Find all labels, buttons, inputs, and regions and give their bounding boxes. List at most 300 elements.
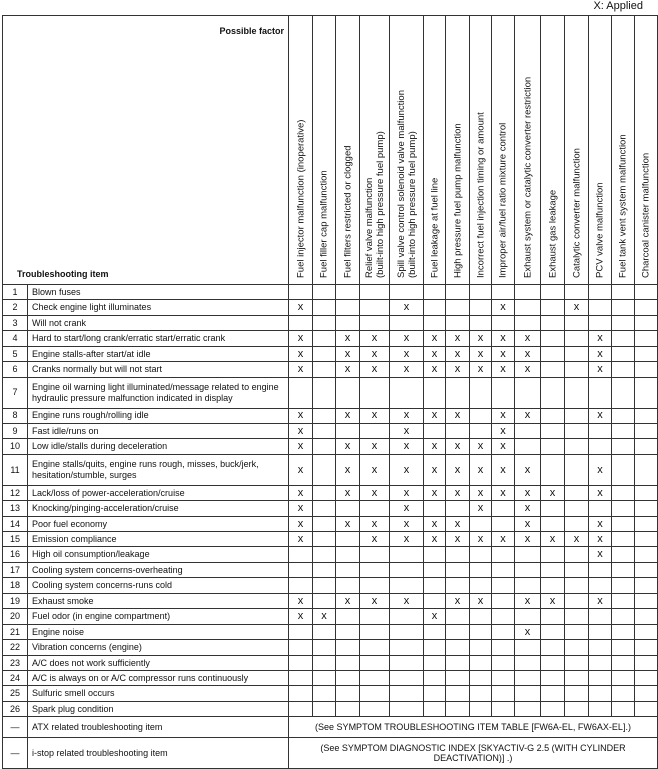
mark-cell: [313, 640, 336, 655]
mark-cell: x: [424, 346, 446, 361]
symptom-cell: Check engine light illuminates: [28, 300, 289, 315]
mark-cell: [313, 331, 336, 346]
mark-cell: [589, 501, 612, 516]
mark-cell: [612, 670, 635, 685]
mark-cell: [470, 624, 492, 639]
mark-cell: x: [589, 593, 612, 608]
mark-cell: [515, 670, 541, 685]
mark-cell: [612, 701, 635, 716]
mark-cell: [289, 640, 313, 655]
row-number: 17: [3, 562, 28, 577]
mark-cell: [635, 640, 658, 655]
mark-cell: x: [424, 485, 446, 500]
mark-cell: [612, 547, 635, 562]
mark-cell: x: [313, 609, 336, 624]
row-number: 6: [3, 362, 28, 377]
symptom-cell: Engine stalls-after start/at idle: [28, 346, 289, 361]
factor-label: [618, 134, 629, 278]
mark-cell: x: [470, 346, 492, 361]
mark-cell: x: [446, 362, 470, 377]
mark-cell: x: [336, 454, 360, 485]
mark-cell: [313, 686, 336, 701]
mark-cell: [360, 315, 390, 330]
mark-cell: x: [470, 331, 492, 346]
mark-cell: [565, 670, 589, 685]
mark-cell: x: [589, 331, 612, 346]
mark-cell: [565, 609, 589, 624]
mark-cell: [612, 331, 635, 346]
factor-label-line: Exhaust gas leakage: [547, 189, 558, 278]
mark-cell: [515, 315, 541, 330]
mark-cell: [635, 655, 658, 670]
mark-cell: x: [424, 516, 446, 531]
mark-cell: [424, 593, 446, 608]
legend: X: Applied: [593, 0, 643, 12]
mark-cell: x: [336, 331, 360, 346]
factor-label: [429, 178, 440, 278]
mark-cell: [635, 562, 658, 577]
mark-cell: [589, 300, 612, 315]
mark-cell: [515, 285, 541, 300]
table-row: [3, 578, 658, 593]
mark-cell: [589, 624, 612, 639]
mark-cell: [612, 640, 635, 655]
row-number: 21: [3, 624, 28, 639]
mark-cell: x: [390, 516, 424, 531]
mark-cell: [470, 562, 492, 577]
mark-cell: x: [446, 593, 470, 608]
factor-label-line: (built-into high pressure fuel pump): [406, 131, 418, 278]
mark-cell: [565, 640, 589, 655]
mark-cell: [446, 640, 470, 655]
table-row: [3, 423, 658, 438]
header-row: [3, 16, 658, 285]
mark-cell: x: [515, 532, 541, 547]
mark-cell: [360, 578, 390, 593]
mark-cell: [470, 609, 492, 624]
mark-cell: x: [446, 485, 470, 500]
table-row: [3, 593, 658, 608]
mark-cell: [313, 562, 336, 577]
row-number: 14: [3, 516, 28, 531]
reference-note: (See SYMPTOM TROUBLESHOOTING ITEM TABLE [FW6A-EL, FW6AX-EL].): [289, 717, 658, 738]
mark-cell: [313, 701, 336, 716]
row-number: 19: [3, 593, 28, 608]
mark-cell: [492, 377, 515, 408]
mark-cell: [360, 285, 390, 300]
table-row: [3, 300, 658, 315]
mark-cell: [612, 624, 635, 639]
mark-cell: x: [515, 454, 541, 485]
mark-cell: x: [470, 485, 492, 500]
table-row: [3, 501, 658, 516]
mark-cell: [446, 285, 470, 300]
mark-cell: x: [470, 501, 492, 516]
mark-cell: x: [470, 362, 492, 377]
mark-cell: [336, 701, 360, 716]
mark-cell: [635, 331, 658, 346]
mark-cell: [612, 408, 635, 423]
mark-cell: [289, 315, 313, 330]
mark-cell: x: [390, 408, 424, 423]
mark-cell: [565, 562, 589, 577]
mark-cell: [313, 285, 336, 300]
mark-cell: [635, 315, 658, 330]
mark-cell: [470, 408, 492, 423]
mark-cell: [360, 300, 390, 315]
mark-cell: [612, 300, 635, 315]
factor-header: [589, 16, 612, 285]
mark-cell: [390, 609, 424, 624]
factor-header: [470, 16, 492, 285]
mark-cell: [390, 686, 424, 701]
mark-cell: [313, 516, 336, 531]
factor-label-line: High pressure fuel pump malfunction: [452, 123, 463, 278]
mark-cell: [635, 624, 658, 639]
mark-cell: x: [589, 516, 612, 531]
mark-cell: x: [289, 516, 313, 531]
mark-cell: [589, 423, 612, 438]
row-number: 26: [3, 701, 28, 716]
mark-cell: [541, 562, 565, 577]
row-number: 16: [3, 547, 28, 562]
symptom-cell: A/C does not work sufficiently: [28, 655, 289, 670]
mark-cell: x: [515, 516, 541, 531]
mark-cell: [541, 578, 565, 593]
mark-cell: [313, 439, 336, 454]
mark-cell: [289, 578, 313, 593]
mark-cell: [635, 516, 658, 531]
mark-cell: [336, 578, 360, 593]
mark-cell: x: [289, 408, 313, 423]
mark-cell: [360, 655, 390, 670]
mark-cell: [446, 609, 470, 624]
mark-cell: [541, 331, 565, 346]
mark-cell: [589, 578, 612, 593]
factor-header: [424, 16, 446, 285]
mark-cell: [635, 377, 658, 408]
mark-cell: [424, 640, 446, 655]
mark-cell: x: [446, 454, 470, 485]
mark-cell: [289, 655, 313, 670]
factor-header: [612, 16, 635, 285]
mark-cell: [424, 377, 446, 408]
symptom-cell: Cranks normally but will not start: [28, 362, 289, 377]
mark-cell: [635, 485, 658, 500]
factor-label-line: Exhaust system or catalytic converter restriction: [522, 76, 533, 278]
mark-cell: [612, 454, 635, 485]
mark-cell: [492, 285, 515, 300]
mark-cell: x: [336, 346, 360, 361]
mark-cell: [589, 439, 612, 454]
mark-cell: [289, 285, 313, 300]
mark-cell: [390, 624, 424, 639]
mark-cell: [565, 686, 589, 701]
factor-label: [547, 190, 558, 278]
mark-cell: [541, 609, 565, 624]
mark-cell: [635, 547, 658, 562]
row-number: —: [3, 738, 28, 769]
mark-cell: [336, 655, 360, 670]
mark-cell: [313, 408, 336, 423]
mark-cell: x: [289, 532, 313, 547]
mark-cell: [635, 362, 658, 377]
mark-cell: [589, 377, 612, 408]
mark-cell: x: [492, 485, 515, 500]
symptom-cell: Engine noise: [28, 624, 289, 639]
mark-cell: [313, 485, 336, 500]
mark-cell: x: [515, 501, 541, 516]
factor-header: [515, 16, 541, 285]
mark-cell: [470, 578, 492, 593]
mark-cell: [565, 423, 589, 438]
mark-cell: [390, 655, 424, 670]
mark-cell: x: [390, 423, 424, 438]
row-number: 10: [3, 439, 28, 454]
mark-cell: [541, 686, 565, 701]
row-number: 20: [3, 609, 28, 624]
mark-cell: x: [589, 408, 612, 423]
row-number: 2: [3, 300, 28, 315]
mark-cell: [336, 640, 360, 655]
mark-cell: [515, 609, 541, 624]
mark-cell: [612, 655, 635, 670]
table-row: [3, 362, 658, 377]
mark-cell: x: [492, 454, 515, 485]
factor-label: [641, 153, 652, 278]
mark-cell: x: [470, 532, 492, 547]
symptom-cell: High oil consumption/leakage: [28, 547, 289, 562]
mark-cell: x: [515, 593, 541, 608]
mark-cell: [336, 686, 360, 701]
mark-cell: [541, 315, 565, 330]
table-row: [3, 408, 658, 423]
mark-cell: [515, 655, 541, 670]
mark-cell: [492, 686, 515, 701]
mark-cell: [470, 377, 492, 408]
factor-label-line: Charcoal canister malfunction: [640, 152, 652, 278]
mark-cell: [446, 624, 470, 639]
mark-cell: [313, 315, 336, 330]
factor-label: [364, 131, 386, 278]
mark-cell: x: [589, 454, 612, 485]
table-row: [3, 485, 658, 500]
mark-cell: [424, 578, 446, 593]
mark-cell: [289, 562, 313, 577]
mark-cell: [612, 423, 635, 438]
mark-cell: [541, 300, 565, 315]
table-row: [3, 532, 658, 547]
mark-cell: [612, 485, 635, 500]
mark-cell: x: [360, 346, 390, 361]
mark-cell: [612, 562, 635, 577]
mark-cell: [635, 454, 658, 485]
mark-cell: [589, 609, 612, 624]
mark-cell: [336, 532, 360, 547]
factor-label: [452, 123, 463, 278]
mark-cell: [336, 624, 360, 639]
mark-cell: x: [470, 593, 492, 608]
mark-cell: x: [360, 408, 390, 423]
mark-cell: [446, 686, 470, 701]
table-row: [3, 346, 658, 361]
mark-cell: x: [360, 362, 390, 377]
mark-cell: x: [515, 346, 541, 361]
mark-cell: x: [360, 454, 390, 485]
factor-label-line: Relief valve malfunction: [363, 177, 375, 278]
row-number: 8: [3, 408, 28, 423]
mark-cell: [565, 285, 589, 300]
mark-cell: [635, 439, 658, 454]
mark-cell: [612, 377, 635, 408]
mark-cell: x: [390, 362, 424, 377]
mark-cell: [612, 439, 635, 454]
mark-cell: [635, 532, 658, 547]
factor-label: [396, 90, 418, 278]
mark-cell: [446, 315, 470, 330]
table-row: [3, 315, 658, 330]
mark-cell: x: [289, 362, 313, 377]
mark-cell: [635, 578, 658, 593]
symptom-cell: A/C is always on or A/C compressor runs continuously: [28, 670, 289, 685]
mark-cell: x: [589, 346, 612, 361]
mark-cell: x: [565, 300, 589, 315]
mark-cell: [313, 532, 336, 547]
factor-label-line: Fuel injector malfunction (inoperative): [295, 119, 306, 278]
mark-cell: x: [446, 532, 470, 547]
mark-cell: x: [289, 609, 313, 624]
mark-cell: [390, 377, 424, 408]
mark-cell: [446, 701, 470, 716]
mark-cell: x: [541, 532, 565, 547]
mark-cell: x: [589, 485, 612, 500]
mark-cell: [470, 300, 492, 315]
mark-cell: [470, 701, 492, 716]
mark-cell: [289, 624, 313, 639]
table-row: [3, 655, 658, 670]
mark-cell: x: [424, 454, 446, 485]
mark-cell: x: [390, 331, 424, 346]
table-row: [3, 377, 658, 408]
mark-cell: [390, 285, 424, 300]
mark-cell: [635, 285, 658, 300]
mark-cell: [565, 346, 589, 361]
mark-cell: [492, 315, 515, 330]
mark-cell: [360, 670, 390, 685]
mark-cell: [289, 686, 313, 701]
mark-cell: [635, 593, 658, 608]
mark-cell: [336, 423, 360, 438]
mark-cell: [313, 547, 336, 562]
mark-cell: x: [492, 408, 515, 423]
troubleshooting-table: [2, 15, 658, 769]
mark-cell: [541, 408, 565, 423]
symptom-cell: Hard to start/long crank/erratic start/erratic crank: [28, 331, 289, 346]
mark-cell: [336, 562, 360, 577]
mark-cell: [565, 362, 589, 377]
mark-cell: [390, 670, 424, 685]
mark-cell: x: [289, 454, 313, 485]
symptom-cell: Low idle/stalls during deceleration: [28, 439, 289, 454]
table-row: [3, 331, 658, 346]
mark-cell: [313, 423, 336, 438]
mark-cell: [565, 331, 589, 346]
symptom-cell: Lack/loss of power-acceleration/cruise: [28, 485, 289, 500]
mark-cell: x: [289, 439, 313, 454]
mark-cell: [470, 640, 492, 655]
symptom-cell: Fast idle/runs on: [28, 423, 289, 438]
mark-cell: [565, 408, 589, 423]
mark-cell: x: [424, 609, 446, 624]
mark-cell: x: [446, 331, 470, 346]
factor-label-line: PCV valve malfunction: [594, 182, 606, 278]
mark-cell: [446, 377, 470, 408]
mark-cell: [424, 315, 446, 330]
row-number: 23: [3, 655, 28, 670]
mark-cell: [492, 609, 515, 624]
symptom-cell: i-stop related troubleshooting item: [28, 738, 289, 769]
mark-cell: [589, 686, 612, 701]
mark-cell: [541, 362, 565, 377]
factor-label-line: (built-into high pressure fuel pump): [374, 131, 386, 278]
mark-cell: [492, 624, 515, 639]
mark-cell: [612, 578, 635, 593]
mark-cell: x: [492, 532, 515, 547]
mark-cell: [336, 670, 360, 685]
mark-cell: x: [589, 532, 612, 547]
mark-cell: [515, 640, 541, 655]
row-number: 4: [3, 331, 28, 346]
mark-cell: x: [424, 532, 446, 547]
row-number: 5: [3, 346, 28, 361]
factor-header: [541, 16, 565, 285]
mark-cell: [446, 423, 470, 438]
mark-cell: [446, 501, 470, 516]
factor-label: [295, 120, 306, 278]
mark-cell: [424, 701, 446, 716]
mark-cell: [565, 624, 589, 639]
mark-cell: [336, 501, 360, 516]
mark-cell: [541, 346, 565, 361]
mark-cell: x: [336, 485, 360, 500]
mark-cell: [565, 547, 589, 562]
symptom-cell: ATX related troubleshooting item: [28, 717, 289, 738]
table-row: [3, 454, 658, 485]
table-row: [3, 686, 658, 701]
mark-cell: [313, 670, 336, 685]
mark-cell: [360, 377, 390, 408]
mark-cell: x: [492, 362, 515, 377]
mark-cell: [446, 655, 470, 670]
row-number: 22: [3, 640, 28, 655]
mark-cell: x: [390, 485, 424, 500]
mark-cell: [336, 315, 360, 330]
mark-cell: x: [390, 454, 424, 485]
mark-cell: x: [589, 362, 612, 377]
mark-cell: x: [589, 547, 612, 562]
row-number: —: [3, 717, 28, 738]
mark-cell: [541, 516, 565, 531]
mark-cell: x: [289, 485, 313, 500]
row-number: 7: [3, 377, 28, 408]
mark-cell: [565, 593, 589, 608]
row-number: 9: [3, 423, 28, 438]
mark-cell: [313, 362, 336, 377]
mark-cell: [492, 562, 515, 577]
mark-cell: [360, 609, 390, 624]
mark-cell: x: [446, 346, 470, 361]
mark-cell: [612, 315, 635, 330]
